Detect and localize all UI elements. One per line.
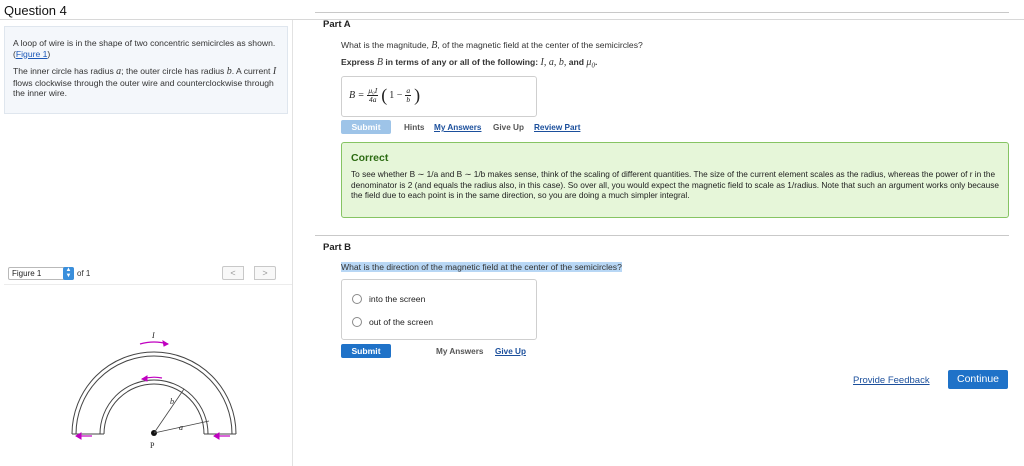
label-b: b [170,397,174,406]
figure-select[interactable] [8,267,74,280]
spinner-icon[interactable]: ▲ ▼ [63,267,74,280]
part-b-heading: Part B [323,242,351,253]
formula-fraction-1 [367,87,378,104]
option-out-of-screen[interactable] [352,317,433,327]
var-b: b [226,66,232,77]
express-end: . [594,57,598,67]
problem-text-2a: The inner circle has radius [13,66,117,76]
problem-text-2c: . A current [231,66,273,76]
figure-prev-button[interactable]: < [222,266,244,280]
provide-feedback-link[interactable]: Provide Feedback [853,375,930,386]
radio-into-screen[interactable] [352,294,362,304]
correct-explanation: To see whether B ∼ 1/a and B ∼ 1/b makes sense, think of the scaling of different quantities. The size of the current element scales as the radius, whereas the power of r in the denominator is 2 (and equals the radius also, in this case). So over all, you would expect the magnetic field to scale as 1/radius. Note that such an argument works only because the field due to each point is in the same direction, so you are doing a much simpler integral. [351,169,999,200]
part-a-question-post: , of the magnetic field at the center of the semicircles? [437,40,643,50]
express-and: and [566,57,587,67]
part-a-heading: Part A [323,19,351,30]
figure-next-button[interactable]: > [254,266,276,280]
problem-statement [4,26,288,114]
figure-select-value: Figure 1 [12,269,42,278]
radio-out-of-screen[interactable] [352,317,362,327]
semicircle-loop-figure [52,322,252,452]
formula-fraction-2 [405,87,411,104]
formula-fraction-1-num: μ₀I [368,85,378,95]
outer-top-arrowhead [163,341,168,346]
part-a-give-up-link[interactable]: Give Up [493,123,524,132]
part-a-review-part-link[interactable]: Review Part [534,123,581,132]
express-pre: Express [341,57,377,67]
inner-wire-inner-edge [104,384,204,434]
part-a-question-pre: What is the magnitude, [341,40,432,50]
express-mid: in terms of any or all of the following: [382,57,541,67]
correct-feedback-box [341,142,1009,218]
formula-lhs: B = [349,89,365,101]
continue-button[interactable]: Continue [948,370,1008,389]
part-b-submit-button[interactable]: Submit [341,344,391,358]
part-b-my-answers-label: My Answers [436,347,484,356]
part-a-divider [315,12,1009,13]
label-P: P [150,441,155,450]
formula-one-minus: 1 − [389,89,403,101]
figure-panel [4,260,292,466]
formula-fraction-2-num: a [406,85,411,95]
figure-count: of 1 [77,269,91,278]
problem-paragraph-2 [13,66,279,99]
formula-close-paren: ) [414,85,421,105]
part-b-give-up-link[interactable]: Give Up [495,347,526,356]
option-into-screen-label: into the screen [369,294,426,304]
part-a-my-answers-link[interactable]: My Answers [434,123,482,132]
part-a-question-var: B [431,40,438,51]
formula-open-paren: ( [381,85,388,105]
panel-divider [292,20,293,466]
express-var: B [376,57,383,68]
formula-fraction-1-den: 4a [369,94,377,104]
option-out-of-screen-label: out of the screen [369,317,434,327]
express-vars: I, a, b, [540,57,567,68]
part-b-question [341,262,622,272]
part-b-options [341,279,537,340]
label-a: a [179,423,183,432]
inner-top-arrowhead [142,376,147,381]
outer-wire-outer-edge [72,352,236,434]
outer-wire-inner-edge [76,356,232,434]
header-divider [0,19,1024,20]
question-title: Question 4 [4,3,67,18]
correct-title: Correct [351,152,389,164]
figure-toolbar [4,260,292,285]
answer-input-box[interactable] [341,76,537,117]
part-a-question [341,40,643,51]
part-b-question-text: What is the direction of the magnetic field at the center of the semicircles? [341,262,622,272]
express-mu-sub: 0 [591,61,595,70]
problem-text-2d: flows clockwise through the outer wire and counterclockwise through the inner wire. [13,77,274,98]
problem-text-1-end: ) [47,48,51,59]
problem-text-2b: ; the outer circle has radius [121,66,227,76]
part-a-hints-link[interactable]: Hints [404,123,425,132]
figure-link[interactable]: Figure 1 [15,48,48,59]
var-a: a [116,66,122,77]
var-I: I [272,66,277,77]
option-into-screen[interactable] [352,294,425,304]
part-a-submit-button[interactable]: Submit [341,120,391,134]
problem-paragraph-1 [13,38,279,59]
formula-fraction-2-den: b [406,94,411,104]
part-a-instructions [341,57,597,70]
problem-text-1: A loop of wire is in the shape of two concentric semicircles as shown. ( [13,38,276,59]
label-I: I [152,331,155,340]
answer-formula [349,86,420,104]
part-b-divider [315,235,1009,236]
inner-wire-outer-edge [100,380,208,434]
express-mu: μ [586,57,592,68]
